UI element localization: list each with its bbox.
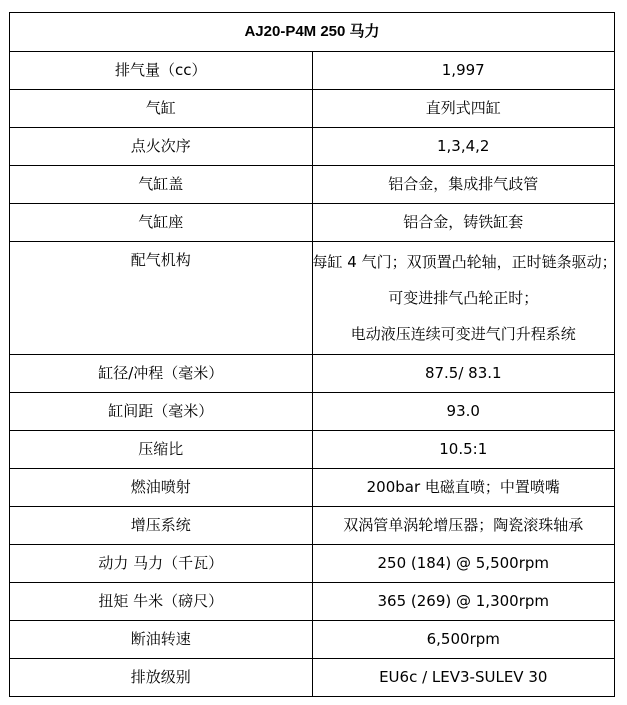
- row-value: [312, 242, 615, 355]
- table-row: [10, 659, 615, 697]
- row-label: 动力 马力（千瓦）: [10, 545, 313, 583]
- table-row: [10, 507, 615, 545]
- table-row: [10, 469, 615, 507]
- row-value: 6,500rpm: [312, 621, 615, 659]
- table-row: [10, 90, 615, 128]
- table-row: [10, 431, 615, 469]
- row-label: 气缸: [10, 90, 313, 128]
- value-line: 电动液压连续可变进气门升程系统: [350, 325, 576, 343]
- table-header-row: [10, 13, 615, 52]
- row-value: 直列式四缸: [312, 90, 615, 128]
- row-value: 1,997: [312, 52, 615, 90]
- table-row: [10, 545, 615, 583]
- row-value: 铝合金，铸铁缸套: [312, 204, 615, 242]
- row-label: 缸间距（毫米）: [10, 393, 313, 431]
- table-row: [10, 52, 615, 90]
- row-label: 配气机构: [10, 242, 313, 355]
- row-value: EU6c / LEV3-SULEV 30: [312, 659, 615, 697]
- row-label: 增压系统: [10, 507, 313, 545]
- row-value: 铝合金，集成排气歧管: [312, 166, 615, 204]
- row-label: 气缸盖: [10, 166, 313, 204]
- row-value: 1,3,4,2: [312, 128, 615, 166]
- row-label: 缸径/冲程（毫米）: [10, 355, 313, 393]
- row-label: 排放级别: [10, 659, 313, 697]
- value-line: 可变进排气凸轮正时；: [388, 289, 539, 307]
- table-title: AJ20-P4M 250 马力: [10, 13, 615, 52]
- table-row: [10, 166, 615, 204]
- row-label: 扭矩 牛米（磅尺）: [10, 583, 313, 621]
- table-row: [10, 621, 615, 659]
- row-label: 燃油喷射: [10, 469, 313, 507]
- row-value: 10.5:1: [312, 431, 615, 469]
- table-row: [10, 355, 615, 393]
- row-label: 排气量（cc）: [10, 52, 313, 90]
- row-value: 200bar 电磁直喷；中置喷嘴: [312, 469, 615, 507]
- table-row: [10, 583, 615, 621]
- row-label: 压缩比: [10, 431, 313, 469]
- table-row: [10, 242, 615, 355]
- row-label: 点火次序: [10, 128, 313, 166]
- row-value: 93.0: [312, 393, 615, 431]
- row-label: 断油转速: [10, 621, 313, 659]
- value-line: 每缸 4 气门；双顶置凸轮轴，正时链条驱动；: [312, 253, 617, 271]
- table-row: [10, 204, 615, 242]
- row-value: 87.5/ 83.1: [312, 355, 615, 393]
- table-row: [10, 128, 615, 166]
- spec-sheet: [9, 12, 615, 697]
- engine-spec-table: [9, 12, 615, 697]
- row-value: 250 (184) @ 5,500rpm: [312, 545, 615, 583]
- row-value: 365 (269) @ 1,300rpm: [312, 583, 615, 621]
- row-label: 气缸座: [10, 204, 313, 242]
- row-value: 双涡管单涡轮增压器；陶瓷滚珠轴承: [312, 507, 615, 545]
- table-row: [10, 393, 615, 431]
